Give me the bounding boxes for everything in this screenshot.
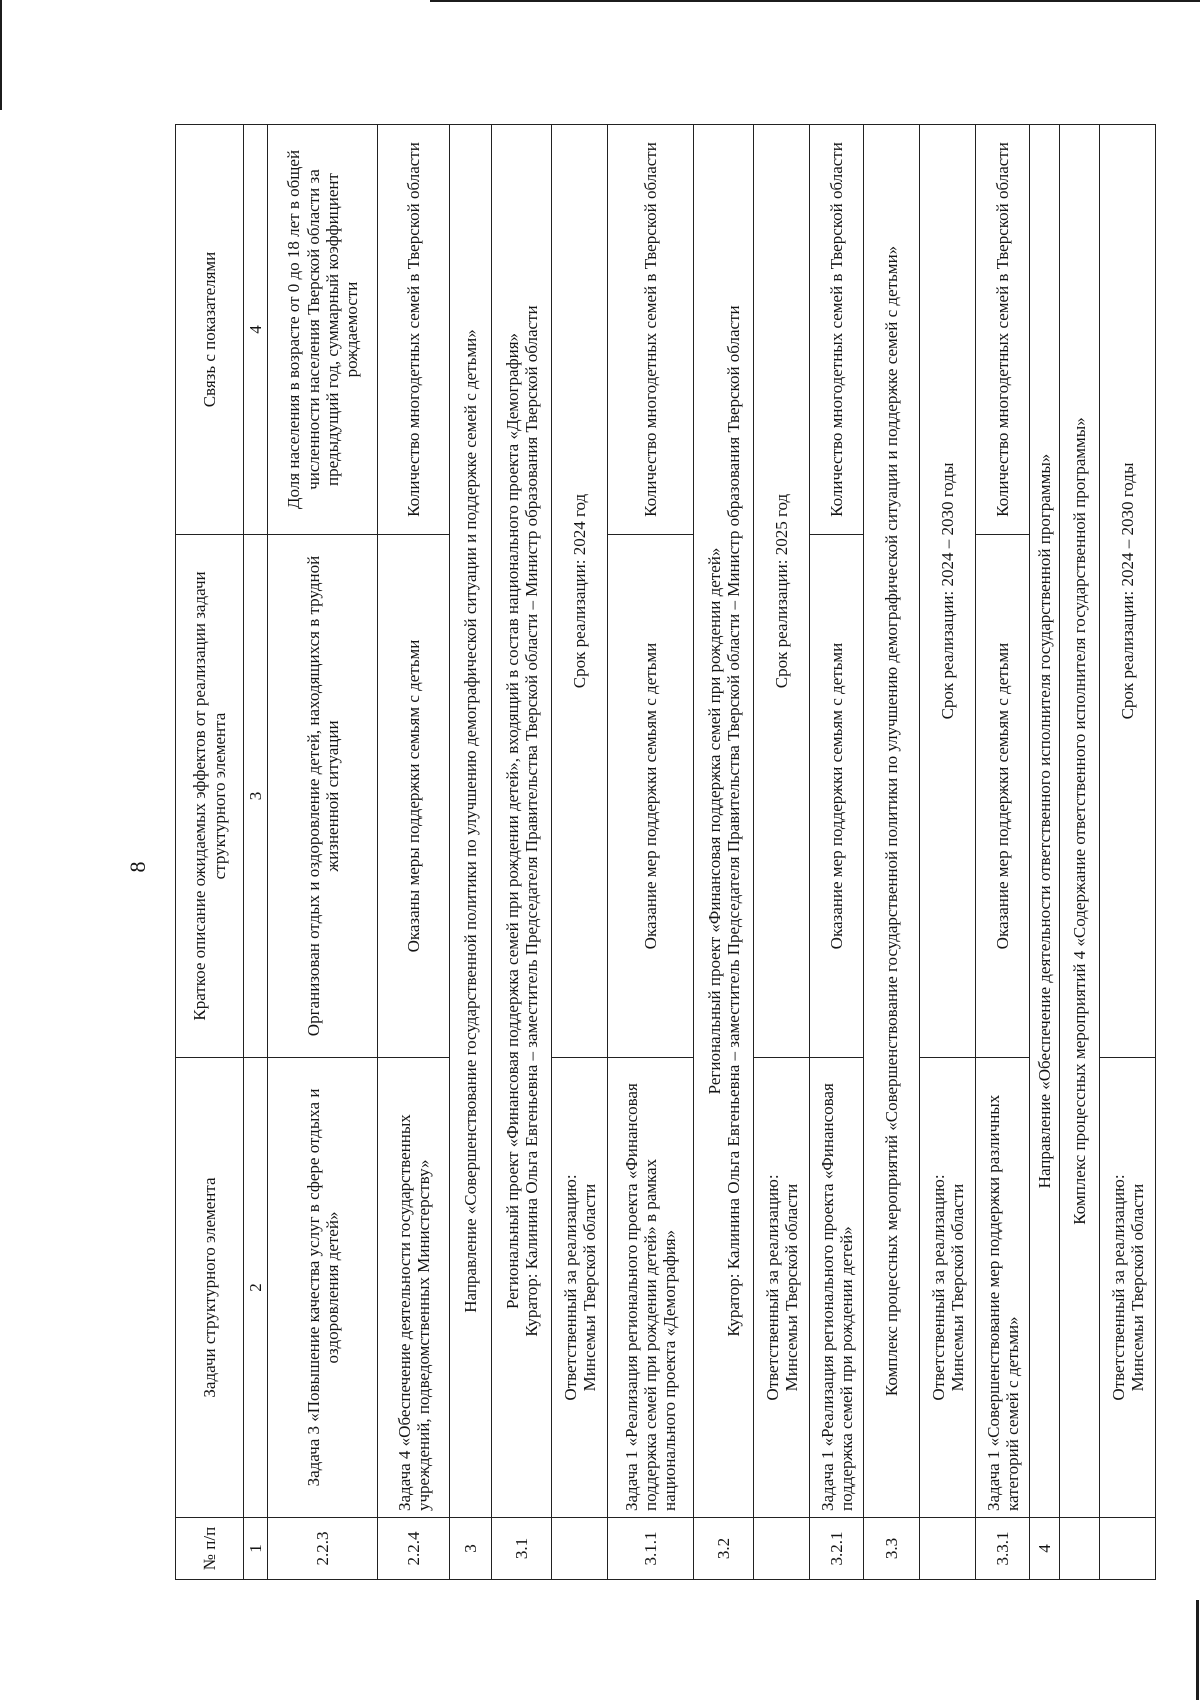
table-row xyxy=(268,125,378,1580)
header-number-3: 3 xyxy=(244,535,268,1058)
page-number: 8 xyxy=(125,861,150,873)
project-row xyxy=(694,125,754,1580)
row-effect: Оказание мер поддержки семьям с детьми xyxy=(810,535,864,1058)
row-link: Количество многодетных семей в Тверской области xyxy=(810,125,864,535)
header-number-1: 1 xyxy=(244,1518,268,1580)
header-task: Задачи структурного элемента xyxy=(176,1058,244,1518)
responsible-label: Ответственный за реализацию: xyxy=(928,1174,948,1401)
responsible-cell xyxy=(754,1058,810,1518)
responsible-row xyxy=(1100,125,1156,1580)
empty-cell xyxy=(552,1518,608,1580)
responsible-row xyxy=(754,125,810,1580)
structure-table xyxy=(175,124,1156,1580)
row-task: Задача 4 «Обеспечение деятельности государственных учреждений, подведомственных Министерству» xyxy=(378,1058,450,1518)
row-effect: Организован отдых и оздоровление детей, находящихся в трудной жизненной ситуации xyxy=(268,535,378,1058)
row-link: Доля населения в возрасте от 0 до 18 лет в общей численности населения Тверской области за предыдущий год, суммарный коэффициент рождаемости xyxy=(268,125,378,535)
row-link: Количество многодетных семей в Тверской области xyxy=(378,125,450,535)
responsible-label: Ответственный за реализацию: xyxy=(762,1174,782,1401)
scan-edge-left xyxy=(0,0,2,110)
row-link: Количество многодетных семей в Тверской области xyxy=(608,125,694,535)
section-row xyxy=(1030,125,1060,1580)
project-title: Региональный проект «Финансовая поддержка семей при рождении детей» xyxy=(704,547,724,1095)
table-row xyxy=(810,125,864,1580)
empty-cell xyxy=(920,1518,976,1580)
complex-row xyxy=(1060,125,1100,1580)
row-link: Количество многодетных семей в Тверской области xyxy=(976,125,1030,535)
rotated-table-wrapper xyxy=(175,125,1147,1580)
section-title: Комплекс процессных мероприятий «Совершенствование государственной политики по улучшению демографической ситуации и поддержке семей с детьми» xyxy=(864,125,920,1518)
row-number: 3.3 xyxy=(864,1518,920,1580)
row-effect: Оказание мер поддержки семьям с детьми xyxy=(976,535,1030,1058)
responsible-value: Минсемьи Тверской области xyxy=(579,1183,599,1392)
project-curator: Куратор: Калинина Ольга Евгеньевна – заместитель Председателя Правительства Тверской области – Министр образования Тверской области xyxy=(521,305,541,1337)
responsible-row xyxy=(920,125,976,1580)
project-cell xyxy=(492,125,552,1518)
row-number: 3 xyxy=(450,1518,492,1580)
table-row xyxy=(378,125,450,1580)
section-row xyxy=(450,125,492,1580)
header-row xyxy=(176,125,244,1580)
row-number: 3.1.1 xyxy=(608,1518,694,1580)
project-title: Региональный проект «Финансовая поддержка семей при рождении детей», входящий в состав национального проекта «Демография» xyxy=(502,332,522,1310)
responsible-cell xyxy=(552,1058,608,1518)
section-title: Направление «Совершенствование государственной политики по улучшению демографической ситуации и поддержке семей с детьми» xyxy=(450,125,492,1518)
row-task: Задача 1 «Реализация регионального проекта «Финансовая поддержка семей при рождении детей» xyxy=(810,1058,864,1518)
header-number-2: 2 xyxy=(244,1058,268,1518)
table-row xyxy=(608,125,694,1580)
row-number: 2.2.3 xyxy=(268,1518,378,1580)
project-row xyxy=(492,125,552,1580)
row-effect: Оказаны меры поддержки семьям с детьми xyxy=(378,535,450,1058)
row-number: 4 xyxy=(1030,1518,1060,1580)
responsible-cell xyxy=(1100,1058,1156,1518)
header-effect: Краткое описание ожидаемых эффектов от реализации задачи структурного элемента xyxy=(176,535,244,1058)
project-curator: Куратор: Калинина Ольга Евгеньевна – заместитель Председателя Правительства Тверской области – Министр образования Тверской области xyxy=(723,305,743,1337)
responsible-cell xyxy=(920,1058,976,1518)
section-row xyxy=(864,125,920,1580)
complex-title: Комплекс процессных мероприятий 4 «Содержание ответственного исполнителя государственной программы» xyxy=(1060,125,1100,1518)
row-number: 3.2.1 xyxy=(810,1518,864,1580)
responsible-value: Минсемьи Тверской области xyxy=(781,1183,801,1392)
table-row xyxy=(976,125,1030,1580)
header-link: Связь с показателями xyxy=(176,125,244,535)
term-cell: Срок реализации: 2024 год xyxy=(552,125,608,1058)
scan-edge-top xyxy=(430,0,1200,2)
row-number: 3.3.1 xyxy=(976,1518,1030,1580)
empty-cell xyxy=(754,1518,810,1580)
scan-edge-right xyxy=(1196,1600,1199,1700)
responsible-value: Минсемьи Тверской области xyxy=(1127,1183,1147,1392)
header-number-4: 4 xyxy=(244,125,268,535)
header-numbers-row xyxy=(244,125,268,1580)
responsible-label: Ответственный за реализацию: xyxy=(1108,1174,1128,1401)
empty-cell xyxy=(1100,1518,1156,1580)
empty-cell xyxy=(1060,1518,1100,1580)
row-number: 3.2 xyxy=(694,1518,754,1580)
term-cell: Срок реализации: 2024 – 2030 годы xyxy=(920,125,976,1058)
section-title: Направление «Обеспечение деятельности ответственного исполнителя государственной программы» xyxy=(1030,125,1060,1518)
row-task: Задача 1 «Реализация регионального проекта «Финансовая поддержка семей при рождении детей» в рамках национального проекта «Демография» xyxy=(608,1058,694,1518)
row-number: 2.2.4 xyxy=(378,1518,450,1580)
term-cell: Срок реализации: 2025 год xyxy=(754,125,810,1058)
responsible-value: Минсемьи Тверской области xyxy=(947,1183,967,1392)
header-num: № п/п xyxy=(176,1518,244,1580)
row-number: 3.1 xyxy=(492,1518,552,1580)
responsible-label: Ответственный за реализацию: xyxy=(560,1174,580,1401)
project-cell xyxy=(694,125,754,1518)
responsible-row xyxy=(552,125,608,1580)
row-task: Задача 1 «Совершенствование мер поддержки различных категорий семей с детьми» xyxy=(976,1058,1030,1518)
row-effect: Оказание мер поддержки семьям с детьми xyxy=(608,535,694,1058)
row-task: Задача 3 «Повышение качества услуг в сфере отдыха и оздоровления детей» xyxy=(268,1058,378,1518)
term-cell: Срок реализации: 2024 – 2030 годы xyxy=(1100,125,1156,1058)
